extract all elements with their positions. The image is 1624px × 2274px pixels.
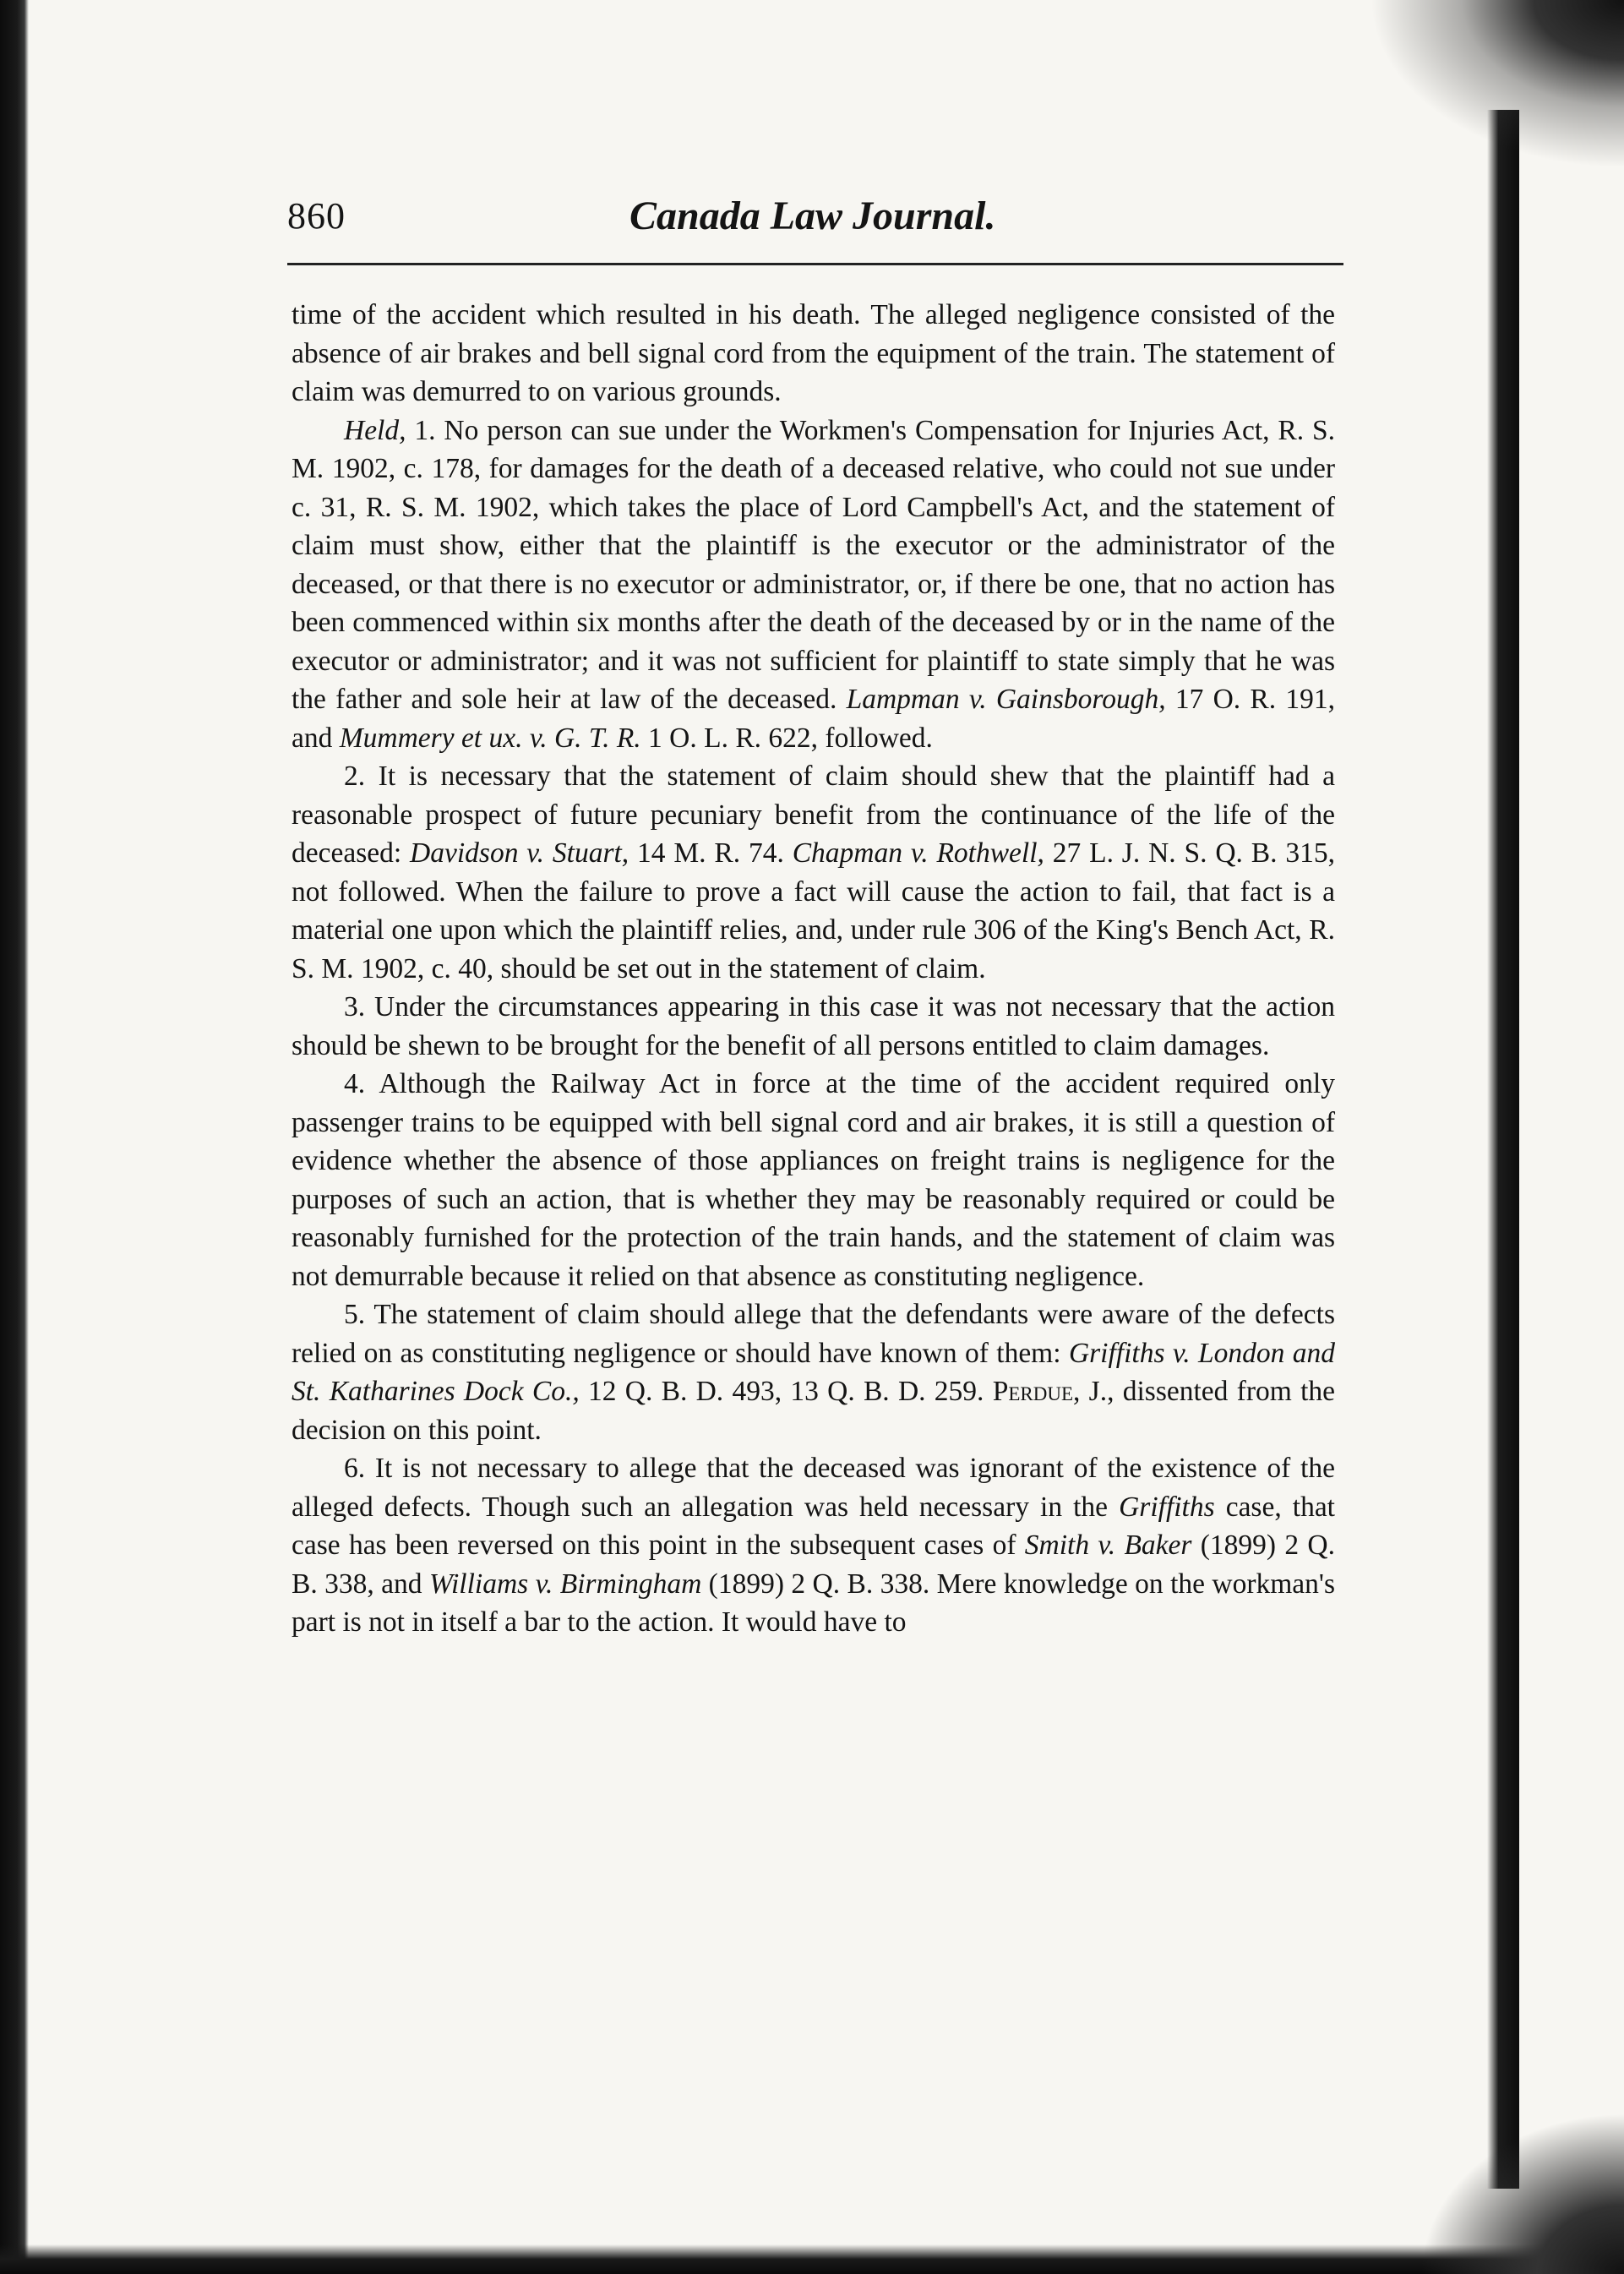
- held-label: Held,: [344, 414, 406, 446]
- held-3-paragraph: 3. Under the circumstances appearing in this case it was not necessary that the action should be shewn to be brought for the benefit of all persons entitled to claim damages.: [292, 991, 1335, 1061]
- held-5-paragraph: 5. The statement of claim should allege that the defendants were aware of the defects relied on as constituting negligence or should have known of them: Griffiths v. London and St. Katharines Dock Co., 12 Q. B. D. 493, 13 Q. B. D. 259. Perdue, J., dissented from the decision on this point.: [292, 1299, 1336, 1446]
- judge-name: Perdue: [992, 1376, 1074, 1407]
- held-1-paragraph: Held, 1. No person can sue under the Workmen's Compensation for Injuries Act, R. S. M. 1902, c. 178, for damages for the death of a deceased relative, who could not sue under c. 31, R. S. M. 1902, which takes the place of Lord Campbell's Act, and the statement of claim must show, either that the plaintiff is the executor or the administrator of the deceased, or that there is no executor or administrator, or, if there be one, that no action has been commenced within six months after the death of the deceased by or in the name of the executor or administrator; and it was not sufficient for plaintiff to state simply that he was the father and sole heir at law of the deceased. Lampman v. Gainsborough, 17 O. R. 191, and Mummery et ux. v. G. T. R. 1 O. L. R. 622, followed.: [292, 414, 1335, 754]
- held-6-paragraph: 6. It is not necessary to allege that the deceased was ignorant of the existence of the alleged defects. Though such an allegation was held necessary in the Griffiths case, that case has been reversed on this point in the subsequent cases of Smith v. Baker (1899) 2 Q. B. 338, and Williams v. Birmingham (1899) 2 Q. B. 338. Mere knowledge on the workman's part is not in itself a bar to the action. It would have to: [292, 1453, 1335, 1638]
- page-header: [287, 188, 1360, 247]
- case-citation: Mummery et ux. v. G. T. R.: [339, 722, 641, 754]
- case-citation: Griffiths v. London and St. Katharines Dock Co.,: [292, 1337, 1335, 1407]
- journal-title: Canada Law Journal.: [629, 194, 996, 238]
- scan-edge-bottom: [0, 2244, 1624, 2274]
- intro-paragraph: time of the accident which resulted in his death. The alleged negligence consisted of the absence of air brakes and bell signal cord from the equipment of the train. The statement of claim was demurred to on various grounds.: [292, 299, 1335, 407]
- case-citation: Smith v. Baker: [1024, 1530, 1192, 1561]
- scan-corner-smudge: [1369, 0, 1624, 169]
- case-citation: Williams v. Birmingham: [428, 1568, 702, 1600]
- held-2-paragraph: 2. It is necessary that the statement of claim should shew that the plaintiff had a reasonable prospect of future pecuniary benefit from the continuance of the life of the deceased: Davidson v. Stuart, 14 M. R. 74. Chapman v. Rothwell, 27 L. J. N. S. Q. B. 315, not followed. When the failure to prove a fact will cause the action to fail, that fact is a material one upon which the plaintiff relies, and, under rule 306 of the King's Bench Act, R. S. M. 1902, c. 40, should be set out in the statement of claim.: [292, 761, 1335, 984]
- scan-edge-right: [1487, 110, 1519, 2189]
- article-body: [292, 296, 1335, 1642]
- scan-bottom-smudge: [1420, 2113, 1624, 2274]
- held-4-paragraph: 4. Although the Railway Act in force at the time of the accident required only passenger trains to be equipped with bell signal cord and air brakes, it is still a question of evidence whether the absence of those appliances on freight trains is negligence for the purposes of such an action, that is whether they may be reasonably required or could be reasonably furnished for the protection of the train hands, and the statement of claim was not demurrable because it relied on that absence as constituting negligence.: [292, 1068, 1335, 1292]
- page-number: 860: [287, 195, 346, 237]
- case-citation: Griffiths: [1119, 1491, 1215, 1523]
- scan-edge-left: [0, 0, 29, 2274]
- case-citation: Chapman v. Rothwell,: [792, 837, 1044, 869]
- case-citation: Lampman v. Gainsborough,: [846, 684, 1166, 715]
- header-rule: [287, 263, 1343, 265]
- case-citation: Davidson v. Stuart,: [410, 837, 629, 869]
